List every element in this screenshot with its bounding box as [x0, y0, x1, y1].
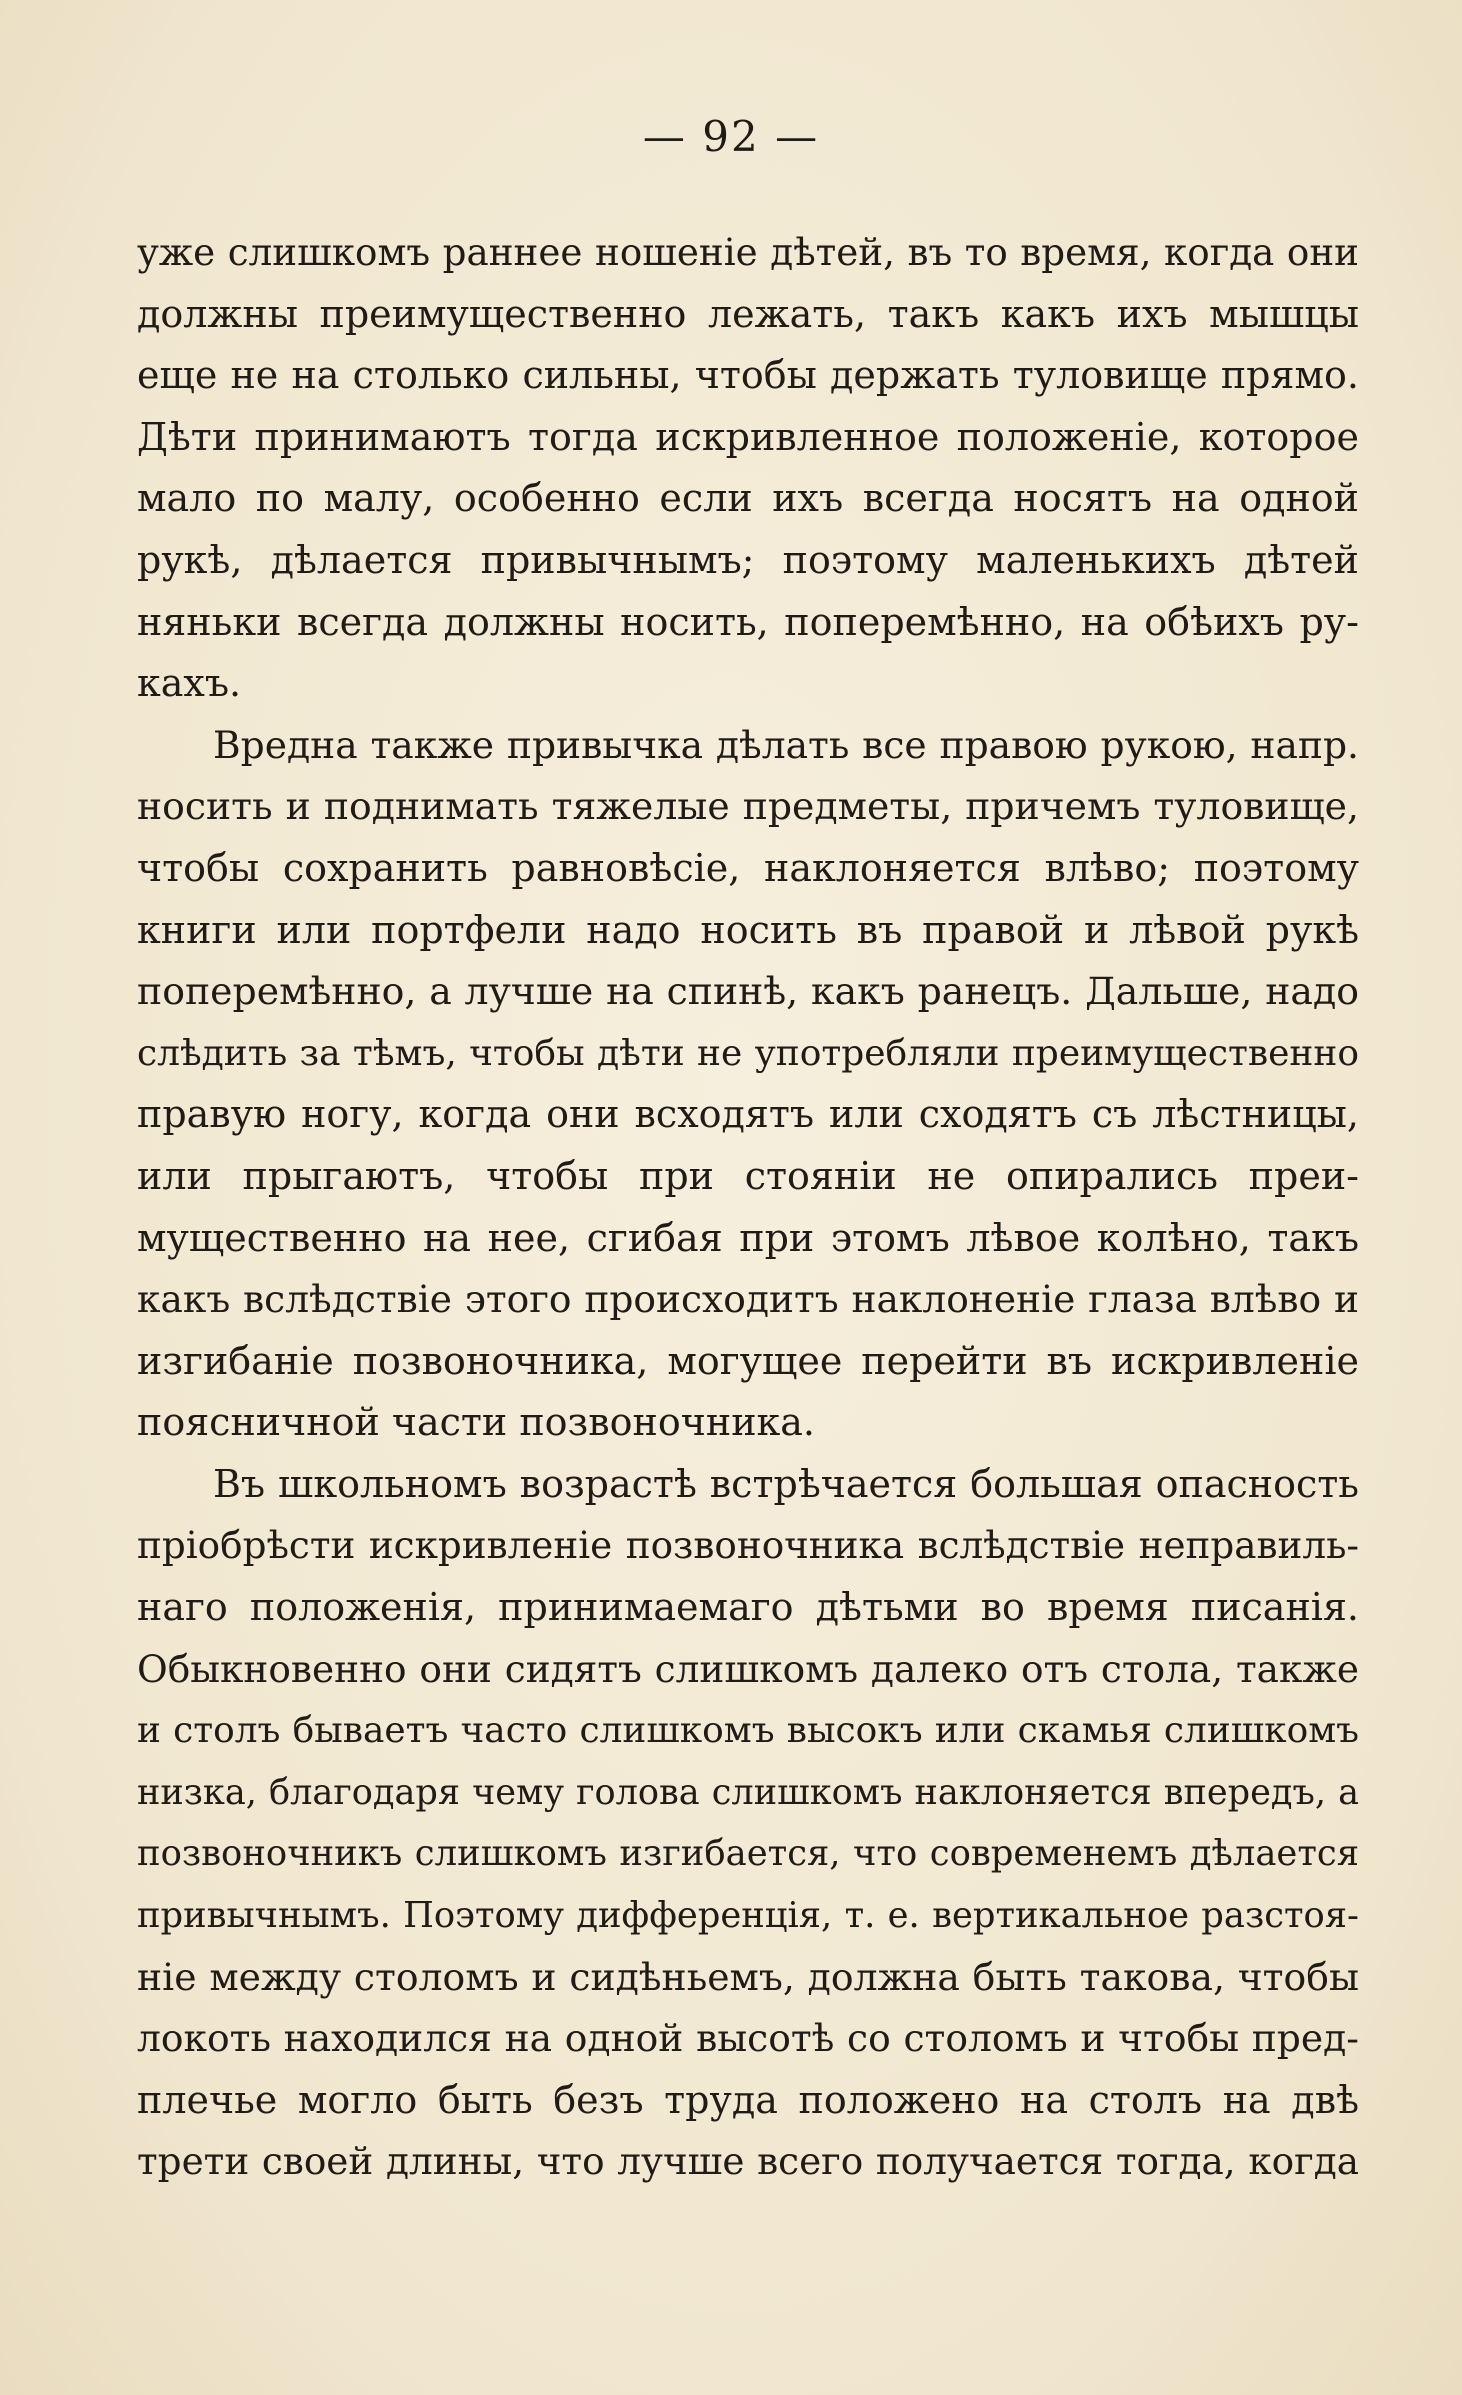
- text-line: позвоночникъ слишкомъ изгибается, что современемъ дѣлается: [137, 1833, 1359, 1875]
- text-line: и столъ бываетъ часто слишкомъ высокъ или скамья слишкомъ: [137, 1710, 1359, 1752]
- text-line: ніе между столомъ и сидѣньемъ, должна быть такова, чтобы: [137, 1954, 1359, 1999]
- text-line: пріобрѣсти искривленіе позвоночника вслѣдствіе неправиль-: [137, 1523, 1359, 1568]
- text-line: книги или портфели надо носить въ правой и лѣвой рукѣ: [137, 907, 1359, 952]
- text-line: локоть находился на одной высотѣ со столомъ и чтобы пред-: [137, 2016, 1359, 2061]
- text-line: или прыгаютъ, чтобы при стояніи не опирались преи-: [137, 1153, 1359, 1198]
- paragraph-1: [137, 222, 1359, 715]
- text-line: Дѣти принимаютъ тогда искривленное положеніе, которое: [137, 414, 1359, 459]
- text-line: Вредна также привычка дѣлать все правою рукою, напр.: [213, 722, 1359, 767]
- text-line: какъ вслѣдствіе этого происходитъ наклоненіе глаза влѣво и: [137, 1277, 1359, 1322]
- text-line: мущественно на нее, сгибая при этомъ лѣвое колѣно, такъ: [137, 1215, 1359, 1260]
- text-line: рукѣ, дѣлается привычнымъ; поэтому маленькихъ дѣтей: [137, 537, 1359, 582]
- text-line: уже слишкомъ раннее ношеніе дѣтей, въ то время, когда они: [137, 230, 1359, 274]
- text-line: Въ школьномъ возрастѣ встрѣчается большая опасность: [213, 1461, 1359, 1506]
- text-line: няньки всегда должны носить, поперемѣнно, на обѣихъ ру-: [137, 599, 1359, 644]
- page-number: — 92 —: [642, 112, 820, 161]
- text-line: кахъ.: [137, 661, 242, 706]
- text-line: правую ногу, когда они всходятъ или сходятъ съ лѣстницы,: [137, 1092, 1359, 1137]
- text-line: трети своей длины, что лучше всего получается тогда, когда: [137, 2139, 1359, 2184]
- text-line: наго положенія, принимаемаго дѣтьми во время писанія.: [137, 1585, 1359, 1630]
- text-line: Обыкновенно они сидятъ слишкомъ далеко отъ стола, также: [137, 1646, 1359, 1691]
- paragraph-2: [137, 715, 1359, 1454]
- text-line: поперемѣнно, а лучше на спинѣ, какъ ранецъ. Дальше, надо: [137, 969, 1359, 1014]
- text-line: изгибаніе позвоночника, могущее перейти въ искривленіе: [137, 1338, 1359, 1383]
- text-line: плечье могло быть безъ труда положено на столъ на двѣ: [137, 2077, 1359, 2122]
- text-line: мало по малу, особенно если ихъ всегда носятъ на одной: [137, 476, 1359, 521]
- text-line: поясничной части позвоночника.: [137, 1400, 816, 1445]
- text-line: низка, благодаря чему голова слишкомъ наклоняется впередъ, а: [137, 1771, 1359, 1813]
- body-text: [137, 222, 1359, 2193]
- text-line: чтобы сохранить равновѣсіе, наклоняется влѣво; поэтому: [137, 845, 1359, 890]
- paragraph-3: [137, 1454, 1359, 2193]
- text-line: должны преимущественно лежать, такъ какъ ихъ мышцы: [137, 291, 1359, 336]
- text-line: еще не на столько сильны, чтобы держать туловище прямо.: [137, 353, 1359, 398]
- text-line: привычнымъ. Поэтому дифференція, т. е. вертикальное разстоя-: [137, 1895, 1359, 1937]
- text-line: носить и поднимать тяжелые предметы, причемъ туловище,: [137, 784, 1359, 829]
- text-line: слѣдить за тѣмъ, чтобы дѣти не употребляли преимущественно: [137, 1032, 1359, 1074]
